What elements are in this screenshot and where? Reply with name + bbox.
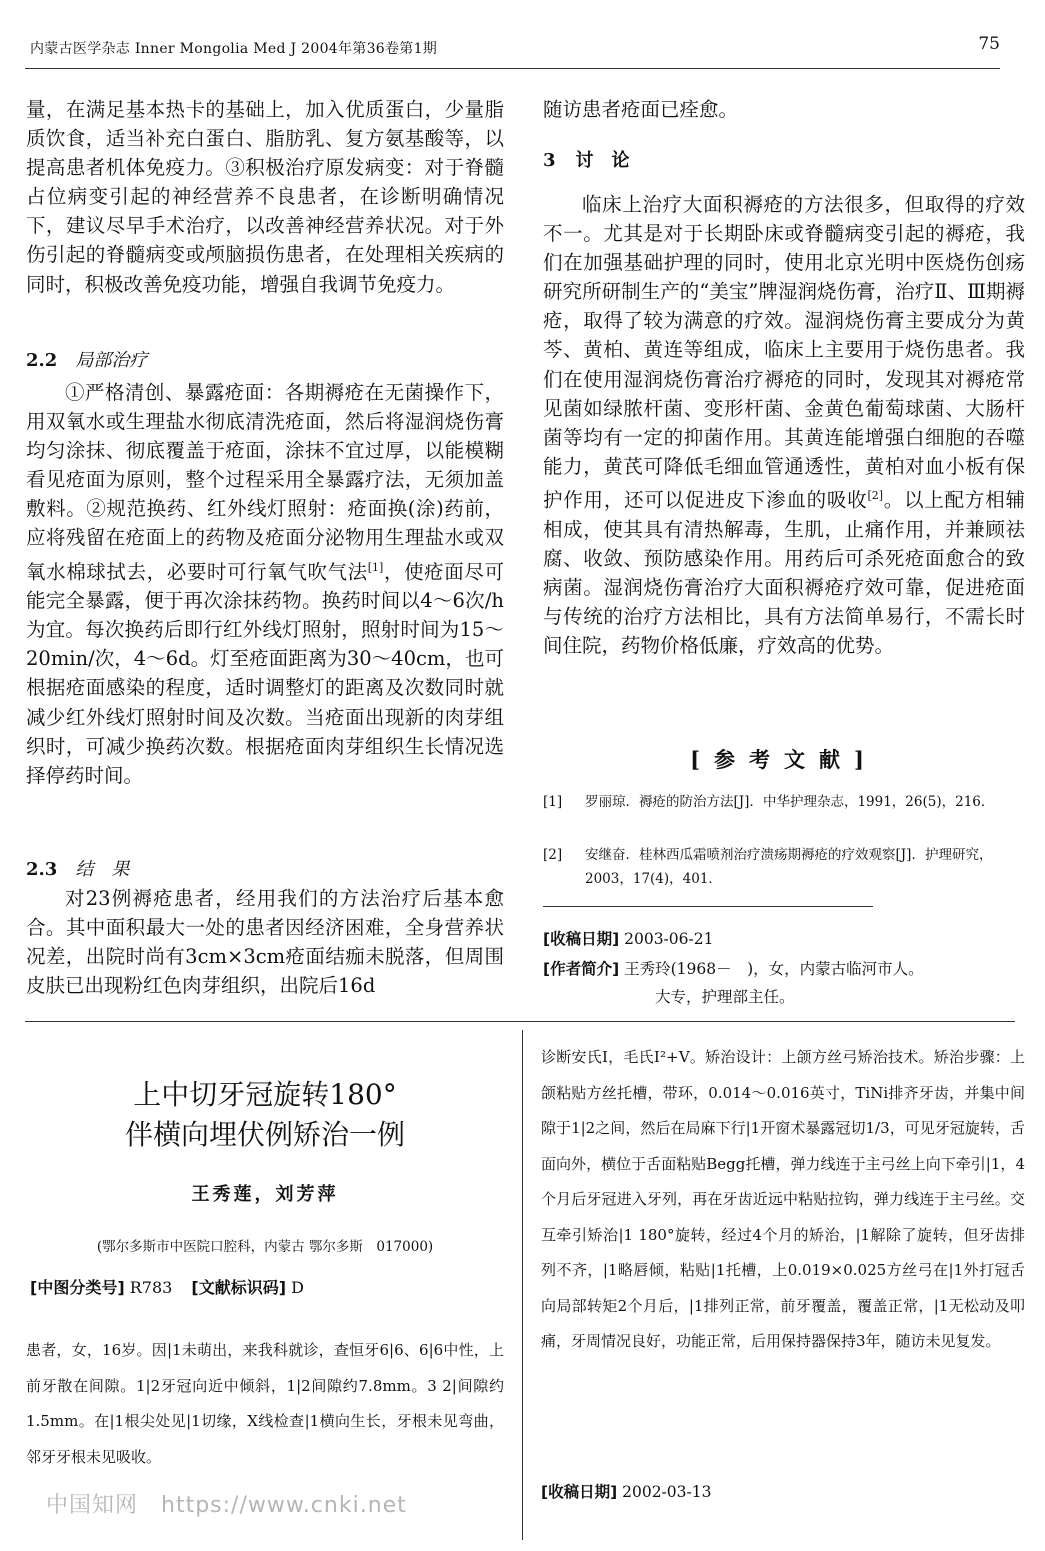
received-value: 2003-06-21: [624, 930, 714, 948]
doc-value: D: [291, 1278, 304, 1297]
section-2-3-heading: [26, 855, 129, 881]
reference-item: [543, 790, 1025, 814]
author-info: [543, 955, 1025, 1011]
column-divider: [522, 1030, 523, 1540]
running-header: [30, 34, 1000, 68]
section-number: 2.2: [26, 350, 58, 371]
received-label: [收稿日期]: [543, 930, 620, 948]
article-title: [30, 1075, 500, 1155]
doc-label: [文献标识码]: [191, 1278, 287, 1297]
paragraph-immunity: 量，在满足基本热卡的基础上，加入优质蛋白，少量脂质饮食，适当补充白蛋白、脂肪乳、复方氨基酸等，以提高患者机体免疫力。③积极治疗原发病变：对于脊髓占位病变引起的神经营养不良患者，在诊断明确情况下，建议尽早手术治疗，以改善神经营养状况。对于外伤引起的脊髓病变或颅脑损伤患者，在处理相关疾病的同时，积极改善免疫功能，增强自我调节免疫力。: [26, 98, 504, 296]
reference-text: 安继奋．桂林西瓜霜喷剂治疗溃疡期褥疮的疗效观察[J]．护理研究，2003，17(4)，401．: [585, 847, 993, 887]
article-divider: [25, 1021, 1015, 1022]
case-paragraph-right: 诊断安氏Ⅰ，毛氏Ⅰ²+Ⅴ。矫治设计：上颌方丝弓矫治技术。矫治步骤：上颌粘贴方丝托槽，带环，0.014～0.016英寸，TiNi排齐牙齿，并集中间隙于1|2之间，然后在局麻下行|1开窗术暴露冠切1/3，可见牙冠旋转，舌面向外，横位于舌面粘贴Begg托槽，弹力线连于主弓丝上向下牵引|1，4个月后牙冠进入牙列，再在牙齿近远中粘贴拉钩，弹力线连于主弓丝。交互牵引矫治|1 180°旋转，经过4个月的矫治，|1解除了旋转，但牙齿排列不齐，|1略唇倾，粘贴|1托槽，上0.019×0.025方丝弓在|1外打冠舌向局部转矩2个月后，|1排列正常，前牙覆盖，覆盖正常，|1无松动及叩痛，牙周情况良好，功能正常，后用保持器保持3年，随访未见复发。: [541, 1048, 1025, 1350]
section-title: 局部治疗: [75, 350, 148, 371]
text-part: ①严格清创、暴露疮面：各期褥疮在无菌操作下，用双氧水或生理盐水彻底清洗疮面，然后将湿润烧伤膏均匀涂抹、彻底覆盖于疮面，涂抹不宜过厚，以能模糊看见疮面为原则，整个过程采用全暴露疗法，无须加盖敷料。②规范换药、红外线灯照射：疮面换(涂)药前，应将残留在疮面上的药物及疮面分泌物用生理盐水或双氧水棉球拭去，必要时可行氧气吹气法: [26, 381, 504, 584]
journal-header: 内蒙古医学杂志 Inner Mongolia Med J 2004年第36卷第1期: [30, 41, 438, 57]
author-line: 大专，护理部主任。: [655, 988, 795, 1006]
author-line: 王秀玲(1968－ )，女，内蒙古临河市人。: [624, 960, 924, 978]
text-part: ，使疮面尽可能完全暴露，便于再次涂抹药物。换药时间以4～6次/h为宜。每次换药后即行红外线灯照射，照射时间为15～20min/次，4～6d。灯至疮面距离为30～40cm，也可根据疮面感染的程度，适时调整灯的距离及次数同时就减少红外线灯照射时间及次数。当疮面出现新的肉芽组织时，可减少换药次数。根据疮面肉芽组织生长情况选择停药时间。: [26, 560, 504, 787]
text-part: 。以上配方相辅相成，使其具有清热解毒，生肌，止痛作用，并兼顾祛腐、收敛、预防感染作用。用药后可杀死疮面愈合的致病菌。湿润烧伤膏治疗大面积褥疮疗效可靠，促进疮面与传统的治疗方法相比，具有方法简单易行，不需长时间住院，药物价格低廉，疗效高的优势。: [543, 488, 1025, 657]
classification-line: [30, 1275, 304, 1298]
received-date: [543, 925, 1025, 953]
title-line: 伴横向埋伏例矫治一例: [124, 1118, 405, 1151]
header-rule: [25, 68, 1000, 69]
paragraph-discussion: [543, 190, 1025, 660]
page-number: 75: [978, 34, 1000, 54]
paragraph-local-treatment: [26, 378, 504, 790]
reference-item: [543, 843, 1025, 891]
author-label: [作者简介]: [543, 960, 620, 978]
references-heading: [参考文献]: [690, 747, 878, 772]
reference-text: 罗丽琼．褥疮的防治方法[J]．中华护理杂志，1991，26(5)，216．: [585, 794, 995, 810]
article-affiliation: (鄂尔多斯市中医院口腔科，内蒙古 鄂尔多斯 017000): [96, 1239, 434, 1255]
section-2-2-heading: [26, 346, 147, 372]
section-title: 结 果: [75, 859, 130, 880]
section-number: 2.3: [26, 859, 58, 880]
article-authors: 王秀莲，刘芳萍: [191, 1184, 339, 1205]
received-date-2: [541, 1480, 711, 1502]
title-line: 上中切牙冠旋转180°: [133, 1078, 397, 1111]
cnki-watermark: 中国知网 https://www.cnki.net: [46, 1493, 407, 1518]
paragraph-results: 对23例褥疮患者，经用我们的方法治疗后基本愈合。其中面积最大一处的患者因经济困难，全身营养状况差，出院时尚有3cm×3cm疮面结痂未脱落，但周围皮肤已出现粉红色肉芽组织，出院后16d: [26, 887, 504, 998]
received-value: 2002-03-13: [622, 1483, 712, 1501]
reference-number: [1]: [543, 794, 563, 810]
case-paragraph-left: 患者，女，16岁。因|1未萌出，来我科就诊，查恒牙6|6、6|6中性，上前牙散在间隙。1|2牙冠向近中倾斜，1|2间隙约7.8mm。3 2|间隙约1.5mm。在|1根尖处见|1切缘，X线检查|1横向生长，牙根未见弯曲，邻牙牙根未见吸收。: [26, 1341, 504, 1466]
citation-ref[interactable]: [2]: [867, 488, 884, 502]
section-number: 3: [543, 150, 556, 171]
citation-ref[interactable]: [1]: [367, 560, 384, 574]
section-3-heading: [543, 146, 630, 172]
cls-label: [中图分类号]: [30, 1278, 125, 1297]
section-title: 讨 论: [575, 150, 630, 171]
text-part: 临床上治疗大面积褥疮的方法很多，但取得的疗效不一。尤其是对于长期卧床或脊髓病变引起的褥疮，我们在加强基础护理的同时，使用北京光明中医烧伤创疡研究所研制生产的“美宝”牌湿润烧伤膏，治疗Ⅱ、Ⅲ期褥疮，取得了较为满意的疗效。湿润烧伤膏主要成分为黄芩、黄柏、黄连等组成，临床上主要用于烧伤患者。我们在使用湿润烧伤膏治疗褥疮的同时，发现其对褥疮常见菌如绿脓杆菌、变形杆菌、金黄色葡萄球菌、大肠杆菌等均有一定的抑菌作用。其黄连能增强白细胞的吞噬能力，黄芪可降低毛细血管通透性，黄柏对血小板有保护作用，还可以促进皮下渗血的吸收: [543, 193, 1025, 512]
cls-value: R783: [129, 1278, 173, 1297]
received-label: [收稿日期]: [541, 1483, 618, 1501]
divider: [543, 906, 873, 907]
reference-number: [2]: [543, 847, 563, 863]
paragraph-followup: 随访患者疮面已痊愈。: [543, 98, 739, 121]
